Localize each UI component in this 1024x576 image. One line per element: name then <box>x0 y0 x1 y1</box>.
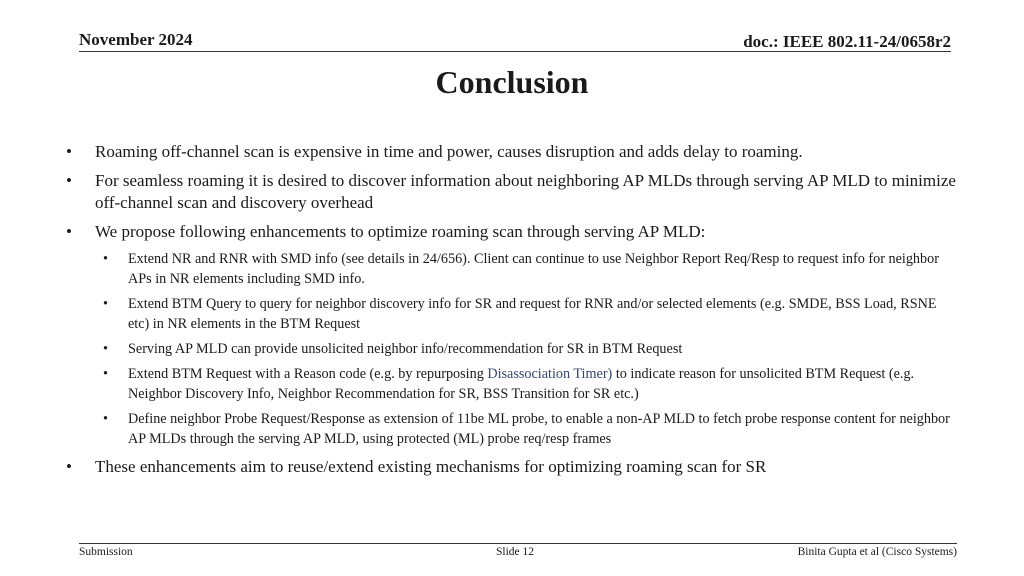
sub-bullet-item <box>95 409 960 449</box>
sub-bullet-text-part1: Extend BTM Request with a Reason code (e.g. by repurposing <box>128 366 488 382</box>
bullet-icon: • <box>66 171 72 190</box>
sub-bullet-text: Define neighbor Probe Request/Response as extension of 11be ML probe, to enable a non-AP MLD to fetch probe response content for neighbor AP MLDs through the serving AP MLD, using protected (ML) probe req/resp frames <box>128 411 950 447</box>
sub-bullet-item <box>95 339 960 359</box>
highlighted-term: Disassociation Timer) <box>487 366 613 382</box>
sub-bullet-list <box>95 249 960 449</box>
sub-bullet-item <box>95 249 960 289</box>
sub-bullet-icon: • <box>103 366 108 382</box>
bullet-icon: • <box>66 457 72 476</box>
footer-divider <box>79 543 957 544</box>
sub-bullet-icon: • <box>103 296 108 312</box>
bullet-text: For seamless roaming it is desired to discover information about neighboring AP MLDs through serving AP MLD to minimize off-channel scan and discovery overhead <box>95 171 956 212</box>
header-divider <box>79 51 951 52</box>
sub-bullet-text: Extend NR and RNR with SMD info (see details in 24/656). Client can continue to use Neighbor Report Req/Resp to request info for neighbor APs in NR elements including SMD info. <box>128 251 939 287</box>
slide-title: Conclusion <box>435 64 589 100</box>
bullet-item <box>60 221 960 449</box>
bullet-item <box>60 141 960 163</box>
sub-bullet-text-part2: to indicate reason for unsolicited BTM Request (e.g. Neighbor Discovery Info, Neighbor Recommendation for SR, BSS Transition for SR etc.) <box>128 366 915 402</box>
bullet-text: Roaming off-channel scan is expensive in time and power, causes disruption and adds delay to roaming. <box>95 142 803 161</box>
bullet-icon: • <box>66 142 72 161</box>
bullet-list <box>60 141 960 478</box>
bullet-text: We propose following enhancements to optimize roaming scan through serving AP MLD: <box>95 222 706 241</box>
sub-bullet-text: Serving AP MLD can provide unsolicited neighbor info/recommendation for SR in BTM Request <box>128 341 683 357</box>
bullet-text: These enhancements aim to reuse/extend existing mechanisms for optimizing roaming scan for SR <box>95 457 767 476</box>
header-date: November 2024 <box>79 30 193 49</box>
footer-slide-number: Slide 12 <box>496 546 535 558</box>
sub-bullet-icon: • <box>103 251 108 267</box>
sub-bullet-text: Extend BTM Query to query for neighbor discovery info for SR and request for RNR and/or selected elements (e.g. SMDE, BSS Load, RSNE etc) in NR elements in the BTM Request <box>128 296 937 332</box>
sub-bullet-icon: • <box>103 411 108 427</box>
sub-bullet-icon: • <box>103 341 108 357</box>
bullet-icon: • <box>66 222 72 241</box>
sub-bullet-item <box>95 294 960 334</box>
sub-bullet-item <box>95 364 960 404</box>
bullet-item <box>60 170 960 214</box>
footer-author: Binita Gupta et al (Cisco Systems) <box>797 546 957 558</box>
footer-submission: Submission <box>79 546 133 558</box>
header-doc-id: doc.: IEEE 802.11-24/0658r2 <box>743 32 951 51</box>
slide-content <box>60 141 960 485</box>
bullet-item <box>60 456 960 478</box>
